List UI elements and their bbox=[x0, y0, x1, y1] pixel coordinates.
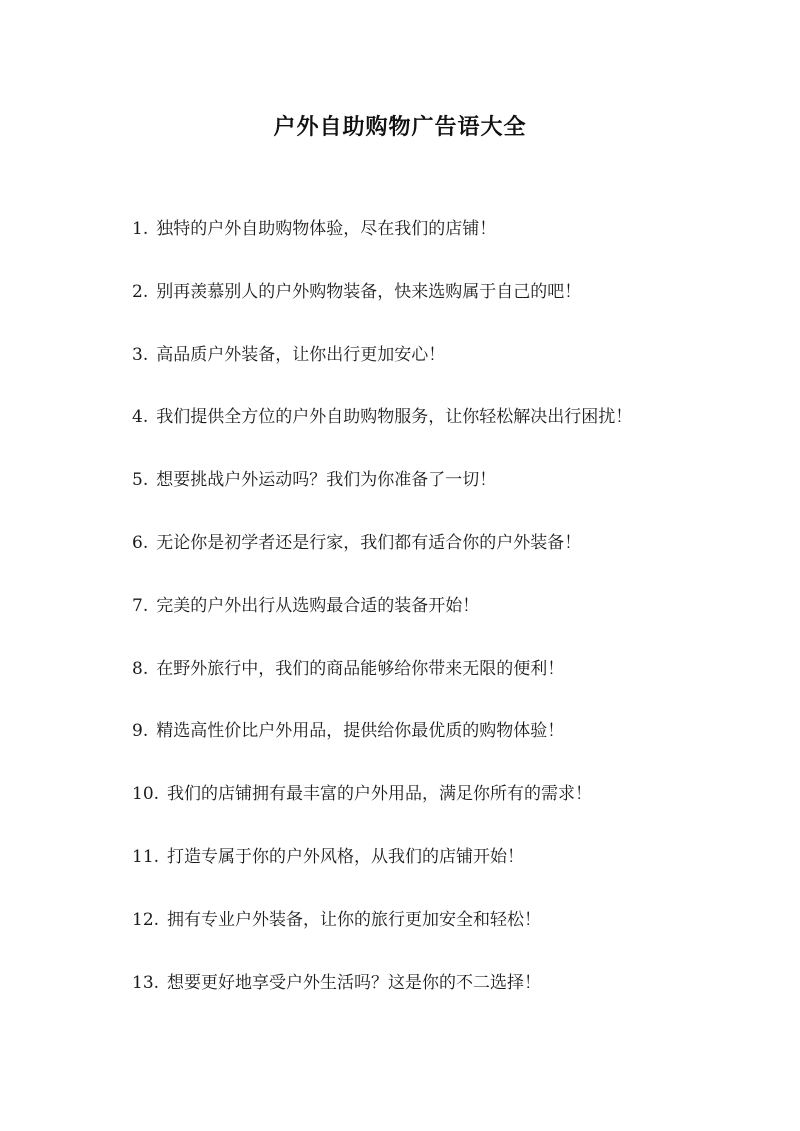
item-number: 1. bbox=[132, 219, 149, 239]
list-item bbox=[132, 840, 752, 903]
item-text: 我们的店铺拥有最丰富的户外用品，满足你所有的需求！ bbox=[167, 784, 593, 805]
page-title: 户外自助购物广告语大全 bbox=[273, 113, 527, 140]
item-number: 11. bbox=[132, 846, 160, 867]
list-item bbox=[132, 589, 752, 652]
item-text: 我们提供全方位的户外自助购物服务，让你轻松解决出行困扰！ bbox=[156, 407, 633, 428]
item-text: 精选高性价比户外用品，提供给你最优质的购物体验！ bbox=[156, 721, 565, 742]
item-number: 5. bbox=[132, 470, 149, 491]
item-number: 2. bbox=[132, 281, 149, 302]
list-item bbox=[132, 714, 752, 777]
item-number: 13. bbox=[132, 972, 160, 993]
item-text: 打造专属于你的户外风格，从我们的店铺开始！ bbox=[167, 846, 525, 867]
list-item bbox=[132, 338, 752, 401]
item-text: 拥有专业户外装备，让你的旅行更加安全和轻松！ bbox=[167, 909, 542, 930]
item-text: 独特的户外自助购物体验，尽在我们的店铺！ bbox=[156, 219, 497, 239]
item-text: 无论你是初学者还是行家，我们都有适合你的户外装备！ bbox=[156, 532, 582, 553]
item-text: 在野外旅行中，我们的商品能够给你带来无限的便利！ bbox=[156, 658, 565, 679]
list-item bbox=[132, 463, 752, 526]
item-number: 6. bbox=[132, 532, 149, 553]
item-number: 12. bbox=[132, 909, 160, 930]
item-number: 10. bbox=[132, 784, 160, 805]
item-text: 完美的户外出行从选购最合适的装备开始！ bbox=[156, 595, 480, 616]
list-item bbox=[132, 966, 752, 1029]
slogan-list bbox=[132, 212, 752, 1028]
list-item bbox=[132, 275, 752, 338]
item-number: 7. bbox=[132, 595, 149, 616]
item-number: 8. bbox=[132, 658, 149, 679]
item-text: 高品质户外装备，让你出行更加安心！ bbox=[156, 344, 446, 365]
list-item bbox=[132, 903, 752, 966]
item-text: 别再羡慕别人的户外购物装备，快来选购属于自己的吧！ bbox=[156, 281, 582, 302]
list-item bbox=[132, 526, 752, 589]
list-item bbox=[132, 652, 752, 715]
item-number: 4. bbox=[132, 407, 149, 428]
list-item bbox=[132, 400, 752, 463]
item-text: 想要挑战户外运动吗？我们为你准备了一切！ bbox=[156, 470, 497, 491]
item-number: 9. bbox=[132, 721, 149, 742]
item-text: 想要更好地享受户外生活吗？这是你的不二选择！ bbox=[167, 972, 542, 993]
list-item bbox=[132, 777, 752, 840]
list-item bbox=[132, 212, 752, 275]
item-number: 3. bbox=[132, 344, 149, 365]
